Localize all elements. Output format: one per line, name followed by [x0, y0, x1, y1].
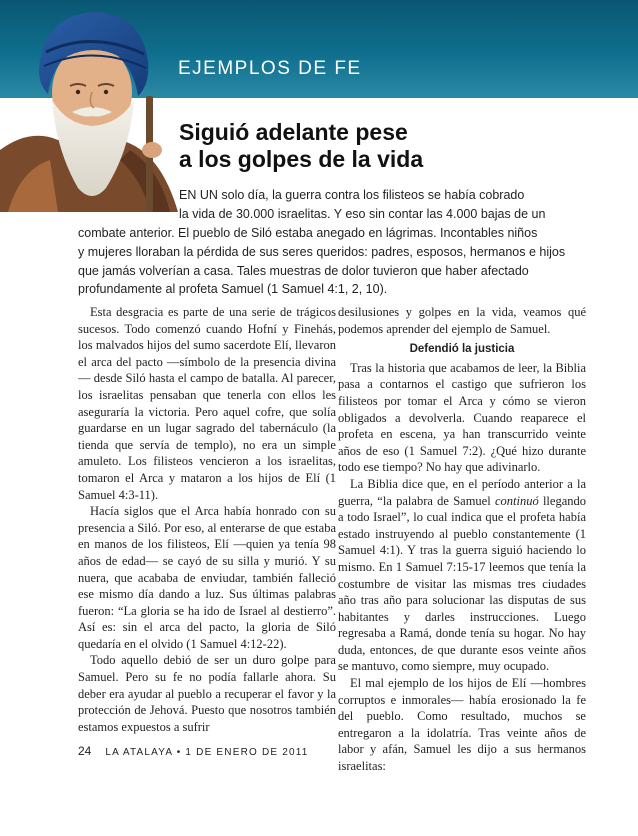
intro-line-2: la vida de 30.000 israelitas. Y eso sin contar las 4.000 bajas de un [179, 207, 546, 221]
body-paragraph: desilusiones y golpes en la vida, veamos qué podemos aprender del ejemplo de Samuel. [338, 305, 586, 336]
publication-line: LA ATALAYA • 1 DE ENERO DE 2011 [105, 747, 309, 758]
left-column [78, 304, 336, 735]
body-paragraph: El mal ejemplo de los hijos de Elí —hombres corruptos e inmorales— había erosionado la fe del pueblo. Como resultado, muchos se entregaron a la idolatría. Tras veinte años de labor y afán, Samuel les dijo a sus hermanos israelitas: [338, 676, 586, 774]
paragraph-text: La Biblia dice que, en el período anterior a la guerra, “la palabra de Samuel [338, 476, 586, 508]
intro-line-3: combate anterior. El pueblo de Siló estaba anegado en lágrimas. Incontables niños [78, 226, 538, 240]
section-subheading: Defendió la justicia [409, 343, 515, 356]
intro-line-4: y mujeres lloraban la pérdida de sus seres queridos: padres, esposos, hermanos e hijos [78, 245, 566, 259]
body-paragraph: Tras la historia que acabamos de leer, la Biblia pasa a contarnos el castigo que sufrieron los filisteos por tomar el Arca y cómo se vieron obligados a devolverla. Cuando reaparece el profeta en escena, ya han transcurrido veinte años de eso (1 Samuel 7:2). ¿Qué hizo durante todo ese tiempo? No hay que adivinarlo. [338, 360, 586, 475]
right-column [338, 304, 586, 775]
intro-line-5: que jamás volverían a casa. Tales muestras de dolor tuvieron que haber afectado [78, 264, 529, 278]
body-paragraph: Todo aquello debió de ser un duro golpe para Samuel. Pero su fe no podía fallarle ahora. Su deber era ayudar al pueblo a recuperar el favor y la protección de Jehová. Puesto que nosotros también estamos expuestos a sufrir [78, 653, 336, 734]
title-line-2: a los golpes de la vida [179, 146, 424, 172]
body-paragraph: Hacía siglos que el Arca había honrado con su presencia a Siló. Por eso, al enterarse de que estaba en manos de los filisteos, Elí —quien ya tenía 98 años de edad— se cayó de su silla y murió. Y su nuera, que acababa de enviudar, también falleció ese mismo día dando a luz. Sus últimas palabras fueron: “La gloria se ha ido de Israel al destierro”. Así es: sin el arca del pacto, la gloria de Siló quedaría en el olvido (1 Samuel 4:12-22). [78, 504, 336, 651]
intro-line-1: EN UN solo día, la guerra contra los filisteos se había cobrado [179, 188, 525, 202]
section-label: EJEMPLOS DE FE [178, 58, 362, 79]
body-paragraph: Esta desgracia es parte de una serie de trágicos sucesos. Todo comenzó cuando Hofní y Finehás, los malvados hijos del sumo sacerdote Elí, llevaron el arca del pacto —símbolo de la presencia divina— desde Siló hasta el campo de batalla. Al parecer, los israelitas pensaban que tenerla con ellos les aseguraría la victoria. Pero aquel cofre, que solía guardarse en un lugar sagrado del tabernáculo (la tienda que servía de templo), no era un simple amuleto. Los filisteos vencieron a los israelitas, tomaron el Arca y mataron a los hijos de Elí (1 Samuel 4:3-11). [78, 305, 336, 502]
page-footer [78, 744, 309, 758]
title-line-1: Siguió adelante pese [179, 119, 408, 145]
samuel-portrait-illustration [0, 0, 178, 212]
emphasized-word: continuó [494, 493, 539, 508]
intro-line-6: profundamente al profeta Samuel (1 Samuel 4:1, 2, 10). [78, 282, 388, 296]
article-title [179, 119, 423, 173]
page-number: 24 [78, 744, 92, 758]
paragraph-text: llegando a todo Israel”, lo cual indica que el profeta había estado instruyendo al pueblo constantemente (1 Samuel 4:1). Y tras la guerra siguió haciendo lo mismo. En 1 Samuel 7:15-17 leemos que tenía la costumbre de visitar las mismas tres ciudades año tras año para solucionar las disputas de sus habitantes y darles instrucciones. Luego regresaba a Ramá, donde tenía su hogar. No hay duda, entonces, de que durante esos veinte años se mantuvo, como siempre, muy ocupado. [338, 493, 586, 674]
body-paragraph [338, 476, 586, 675]
